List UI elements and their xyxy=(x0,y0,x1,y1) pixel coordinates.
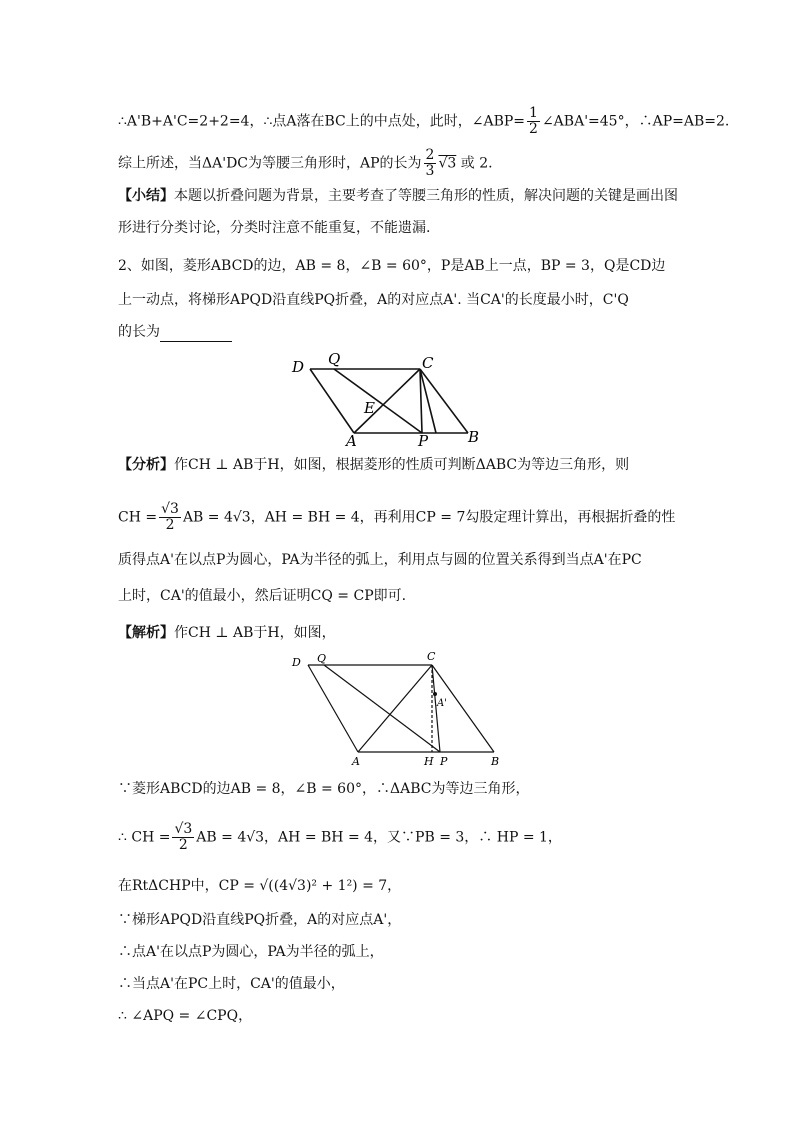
label-q: Q xyxy=(317,652,327,665)
fraction-sqrt3-over-2 xyxy=(159,502,181,533)
solution-text-3: AB = 4√3，AH = BH = 4，又∵PB = 3，∴ HP = 1， xyxy=(196,829,562,846)
solution-line-3 xyxy=(118,822,562,853)
answer-blank xyxy=(160,327,232,342)
summary-text-1: 本题以折叠问题为背景，主要考查了等腰三角形的性质，解决问题的关键是画出图 xyxy=(174,188,678,204)
summary-line-2: 形进行分类讨论，分类时注意不能重复，不能遗漏. xyxy=(118,220,431,236)
analysis-text-2: AB = 4√3，AH = BH = 4，再利用CP = 7勾股定理计算出，再根据折叠的性 xyxy=(182,509,676,526)
problem-line-3-text: 的长为 xyxy=(118,324,160,340)
solution-line-5: ∵梯形APQD沿直线PQ折叠，A的对应点A'， xyxy=(118,912,402,928)
label-a: A xyxy=(352,755,360,768)
line1-suffix: ∠ABA'=45°，∴AP=AB=2. xyxy=(541,113,730,130)
problem-line-2: 上一动点，将梯形APQD沿直线PQ折叠，A的对应点A'. 当CA'的长度最小时，C'Q xyxy=(118,292,629,308)
solution-line-2: ∵菱形ABCD的边AB = 8，∠B = 60°，∴ΔABC为等边三角形， xyxy=(118,781,530,797)
label-d: D xyxy=(292,656,301,669)
label-p: P xyxy=(418,432,429,446)
solution-tag: 【解析】 xyxy=(118,625,174,641)
label-b: B xyxy=(468,428,480,446)
solution-text-1: 作CH ⊥ AB于H，如图， xyxy=(174,625,336,641)
solution-line-8: ∴ ∠APQ = ∠CPQ， xyxy=(118,1008,253,1024)
line2-suffix: 或 2. xyxy=(460,155,493,172)
frac-den: 2 xyxy=(165,517,175,533)
figure-2-lines xyxy=(308,665,494,752)
text-line-2 xyxy=(118,148,493,179)
figure-1-lines xyxy=(310,369,468,433)
segment-qp xyxy=(324,665,440,752)
label-q: Q xyxy=(328,350,341,368)
label-h: H xyxy=(424,755,434,768)
fraction-half xyxy=(527,106,540,137)
label-a-prime: A' xyxy=(437,698,447,709)
frac-num: √3 xyxy=(174,821,193,837)
analysis-ch-label: CH = xyxy=(118,509,158,526)
label-c: C xyxy=(427,650,436,663)
solution-line-6: ∴点A'在以点P为圆心，PA为半径的弧上， xyxy=(118,944,384,960)
problem-line-1: 2、如图，菱形ABCD的边，AB = 8，∠B = 60°，P是AB上一点，BP = 3，Q是CD边 xyxy=(118,258,666,274)
analysis-line-3: 质得点A'在以点P为圆心，PA为半径的弧上，利用点与圆的位置关系得到当点A'在PC xyxy=(118,552,642,568)
text-line-1 xyxy=(118,106,729,137)
solution-line-1 xyxy=(118,623,336,643)
frac-den: 2 xyxy=(178,837,188,853)
summary-tag: 【小结】 xyxy=(118,188,174,204)
analysis-line-1 xyxy=(118,455,629,475)
frac-den: 3 xyxy=(425,163,435,179)
fraction-two-thirds xyxy=(424,148,437,179)
solution-ch-label: ∴ CH = xyxy=(118,829,171,846)
analysis-tag: 【分析】 xyxy=(118,457,174,473)
solution-line-4: 在RtΔCHP中，CP = √((4√3)² + 1²) = 7， xyxy=(118,878,402,894)
line2-prefix: 综上所述，当ΔA'DC为等腰三角形时，AP的长为 xyxy=(118,155,422,172)
analysis-line-2 xyxy=(118,502,675,533)
frac-num: 1 xyxy=(529,105,538,121)
problem-line-3 xyxy=(118,322,232,342)
analysis-text-1: 作CH ⊥ AB于H，如图，根据菱形的性质可判断ΔABC为等边三角形，则 xyxy=(174,457,630,473)
label-d: D xyxy=(292,358,305,376)
segment-ac xyxy=(358,665,432,752)
frac-num: 2 xyxy=(425,147,435,163)
analysis-line-4: 上时，CA'的值最小，然后证明CQ = CP即可. xyxy=(118,588,407,604)
solution-line-7: ∴当点A'在PC上时，CA'的值最小， xyxy=(118,976,345,992)
point-a-prime xyxy=(433,692,437,696)
segment-da xyxy=(308,665,358,752)
label-c: C xyxy=(422,354,434,372)
sqrt-three: √3 xyxy=(438,155,457,172)
figure-1 xyxy=(288,350,494,446)
line1-prefix: ∴A'B+A'C=2+2=4，∴点A落在BC上的中点处，此时，∠ABP= xyxy=(118,113,526,130)
frac-num: √3 xyxy=(161,501,179,517)
label-p: P xyxy=(440,755,448,768)
fraction-sqrt3-over-2-b xyxy=(172,822,194,853)
frac-den: 2 xyxy=(529,121,538,137)
summary-line-1 xyxy=(118,186,678,206)
figure-2 xyxy=(288,648,502,768)
label-a: A xyxy=(346,432,357,446)
label-e: E xyxy=(364,399,375,417)
label-b: B xyxy=(491,755,500,768)
